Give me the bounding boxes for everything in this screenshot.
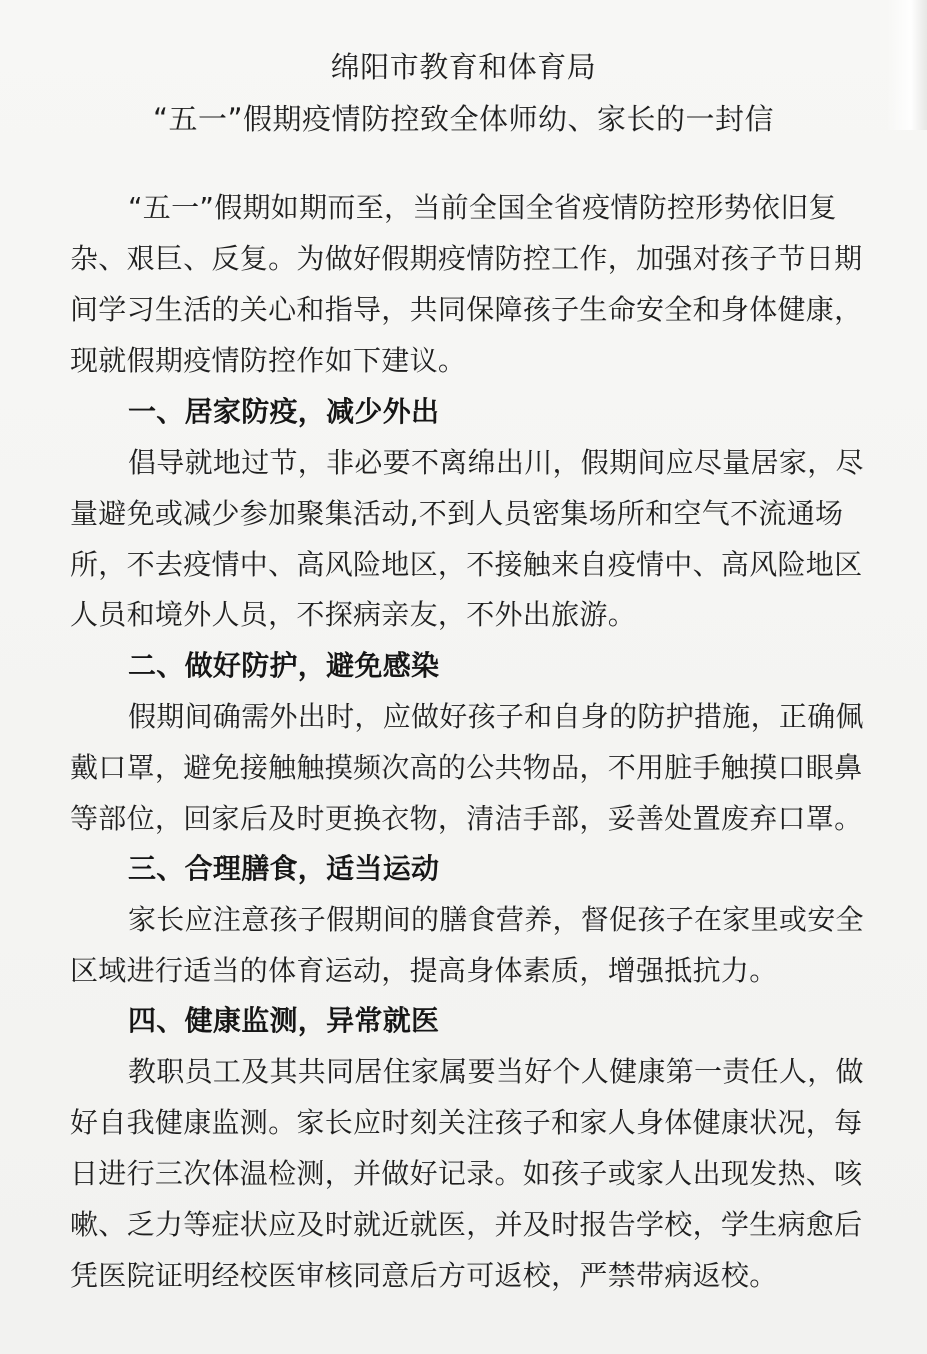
section-heading: 四、健康监测，异常就医	[128, 1004, 440, 1037]
paragraph-line: 量避免或减少参加聚集活动,不到人员密集场所和空气不流通场	[70, 497, 844, 530]
paragraph-line: 区域进行适当的体育运动，提高身体素质，增强抵抗力。	[70, 954, 778, 987]
paragraph-line: 倡导就地过节，非必要不离绵出川，假期间应尽量居家，尽	[128, 446, 864, 479]
paragraph-line: 好自我健康监测。家长应时刻关注孩子和家人身体健康状况，每	[70, 1106, 863, 1139]
section-heading: 一、居家防疫，减少外出	[128, 395, 440, 428]
paragraph-line: 人员和境外人员，不探病亲友，不外出旅游。	[70, 598, 637, 631]
paragraph-line: 所，不去疫情中、高风险地区，不接触来自疫情中、高风险地区	[70, 548, 863, 581]
paragraph-line: 戴口罩，避免接触触摸频次高的公共物品，不用脏手触摸口眼鼻	[70, 751, 863, 784]
paragraph-line: 假期间确需外出时，应做好孩子和自身的防护措施，正确佩	[128, 700, 864, 733]
paragraph-line: 等部位，回家后及时更换衣物，清洁手部，妥善处置废弃口罩。	[70, 802, 863, 835]
paragraph-line: 嗽、乏力等症状应及时就近就医，并及时报告学校，学生病愈后	[70, 1208, 863, 1241]
document-title: “五一”假期疫情防控致全体师幼、家长的一封信	[152, 102, 775, 136]
paragraph-line: 凭医院证明经校医审核同意后方可返校，严禁带病返校。	[70, 1259, 778, 1292]
paragraph-line: 教职员工及其共同居住家属要当好个人健康第一责任人，做	[128, 1055, 864, 1088]
section-heading: 三、合理膳食，适当运动	[128, 852, 440, 885]
paragraph-line: 杂、艰巨、反复。为做好假期疫情防控工作，加强对孩子节日期	[70, 242, 863, 275]
paragraph-line: 日进行三次体温检测，并做好记录。如孩子或家人出现发热、咳	[70, 1157, 863, 1190]
paragraph-line: 现就假期疫情防控作如下建议。	[70, 344, 467, 377]
document-org: 绵阳市教育和体育局	[330, 50, 597, 84]
paragraph-line: 家长应注意孩子假期间的膳食营养，督促孩子在家里或安全	[128, 903, 864, 936]
paragraph-line: 间学习生活的关心和指导，共同保障孩子生命安全和身体健康，	[70, 293, 863, 326]
section-heading: 二、做好防护，避免感染	[128, 649, 440, 682]
paragraph-line: “五一”假期如期而至，当前全国全省疫情防控形势依旧复	[128, 191, 837, 224]
